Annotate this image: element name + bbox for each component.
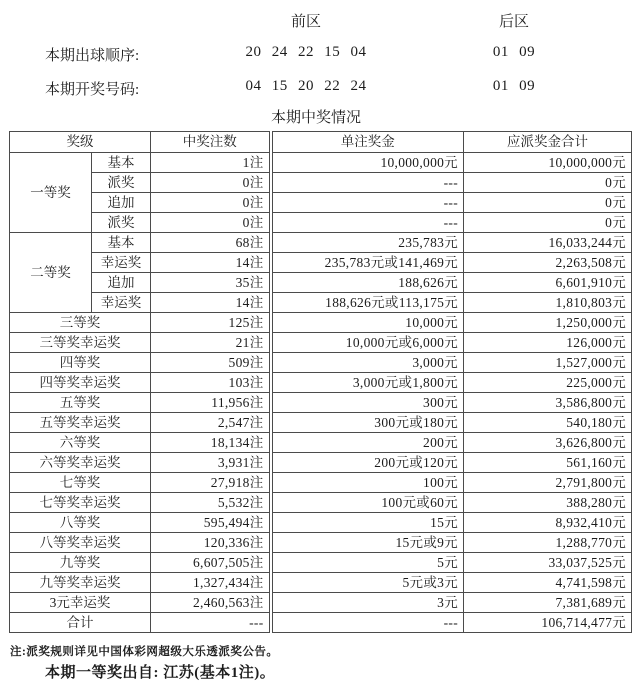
- bets-cell: 509注: [151, 353, 271, 373]
- total-prize-cell: 6,601,910元: [464, 273, 632, 293]
- single-prize-cell: 15元: [271, 513, 464, 533]
- bets-cell: 14注: [151, 253, 271, 273]
- bets-cell: 1,327,434注: [151, 573, 271, 593]
- front-zone-label: 前区: [290, 14, 321, 30]
- total-prize-cell: 1,288,770元: [464, 533, 632, 553]
- col-header-single-prize: 单注奖金: [271, 132, 464, 153]
- prize-group-cell: 一等奖: [10, 153, 92, 233]
- bets-cell: 18,134注: [151, 433, 271, 453]
- table-row: [10, 573, 632, 593]
- prize-subtype-cell: 追加: [92, 273, 151, 293]
- draw-order-front-numbers: 20 24 22 15 04: [245, 44, 367, 60]
- total-prize-cell: 0元: [464, 173, 632, 193]
- total-prize-cell: 2,263,508元: [464, 253, 632, 273]
- single-prize-cell: 5元或3元: [271, 573, 464, 593]
- col-header-total-prize: 应派奖金合计: [464, 132, 632, 153]
- total-prize-cell: 1,810,803元: [464, 293, 632, 313]
- single-prize-cell: 300元或180元: [271, 413, 464, 433]
- total-prize-cell: 3,626,800元: [464, 433, 632, 453]
- total-prize-cell: 0元: [464, 193, 632, 213]
- table-row: [10, 393, 632, 413]
- table-row: [10, 233, 632, 253]
- single-prize-cell: 15元或9元: [271, 533, 464, 553]
- prize-subtype-cell: 幸运奖: [92, 293, 151, 313]
- table-row: [10, 473, 632, 493]
- table-row: [10, 313, 632, 333]
- bets-cell: 35注: [151, 273, 271, 293]
- table-title: 本期中奖情况: [270, 110, 361, 126]
- prize-level-cell: 九等奖: [10, 553, 151, 573]
- single-prize-cell: 5元: [271, 553, 464, 573]
- prize-level-cell: 四等奖: [10, 353, 151, 373]
- total-prize-cell: 0元: [464, 213, 632, 233]
- prize-level-cell: 六等奖幸运奖: [10, 453, 151, 473]
- table-row: [10, 593, 632, 613]
- prize-level-cell: 八等奖: [10, 513, 151, 533]
- prize-subtype-cell: 基本: [92, 233, 151, 253]
- bets-cell: 14注: [151, 293, 271, 313]
- prize-level-cell: 五等奖幸运奖: [10, 413, 151, 433]
- total-prize-cell: 4,741,598元: [464, 573, 632, 593]
- single-prize-cell: 100元或60元: [271, 493, 464, 513]
- table-row: [10, 293, 632, 313]
- prize-level-cell: 八等奖幸运奖: [10, 533, 151, 553]
- bets-cell: 1注: [151, 153, 271, 173]
- total-prize-cell: 33,037,525元: [464, 553, 632, 573]
- single-prize-cell: 3,000元: [271, 353, 464, 373]
- single-prize-cell: ---: [271, 173, 464, 193]
- bets-cell: 0注: [151, 173, 271, 193]
- table-row: [10, 533, 632, 553]
- single-prize-cell: 235,783元: [271, 233, 464, 253]
- total-prize-cell: 1,250,000元: [464, 313, 632, 333]
- table-row: [10, 173, 632, 193]
- bets-cell: 125注: [151, 313, 271, 333]
- single-prize-cell: 200元或120元: [271, 453, 464, 473]
- table-total-row: [10, 613, 632, 633]
- single-prize-cell: 235,783元或141,469元: [271, 253, 464, 273]
- draw-order-back-numbers: 01 09: [492, 44, 536, 60]
- single-prize-cell: ---: [271, 193, 464, 213]
- prize-level-cell: 七等奖: [10, 473, 151, 493]
- total-prize-cell: 540,180元: [464, 413, 632, 433]
- prize-subtype-cell: 幸运奖: [92, 253, 151, 273]
- total-prize-cell: 8,932,410元: [464, 513, 632, 533]
- single-prize-cell: 10,000,000元: [271, 153, 464, 173]
- col-header-bets: 中奖注数: [151, 132, 271, 153]
- total-prize-cell: 561,160元: [464, 453, 632, 473]
- bets-cell: 2,460,563注: [151, 593, 271, 613]
- prize-table: [9, 131, 632, 633]
- prize-level-cell: 三等奖: [10, 313, 151, 333]
- bets-cell: 3,931注: [151, 453, 271, 473]
- bets-cell: 103注: [151, 373, 271, 393]
- bets-cell: 11,956注: [151, 393, 271, 413]
- total-prize-cell: 10,000,000元: [464, 153, 632, 173]
- table-header-row: [10, 132, 632, 153]
- bets-cell: 5,532注: [151, 493, 271, 513]
- table-row: [10, 513, 632, 533]
- total-prize-cell: 1,527,000元: [464, 353, 632, 373]
- payout-rules-note: 注:派奖规则详见中国体彩网超级大乐透派奖公告。: [10, 646, 279, 658]
- bets-cell: 120,336注: [151, 533, 271, 553]
- table-row: [10, 433, 632, 453]
- table-row: [10, 373, 632, 393]
- single-prize-cell: 300元: [271, 393, 464, 413]
- winning-numbers-label: 本期开奖号码:: [45, 82, 140, 98]
- total-prize-cell: 7,381,689元: [464, 593, 632, 613]
- prize-level-cell: 三等奖幸运奖: [10, 333, 151, 353]
- single-prize-cell: 100元: [271, 473, 464, 493]
- table-row: [10, 353, 632, 373]
- table-row: [10, 193, 632, 213]
- table-row: [10, 493, 632, 513]
- draw-order-label: 本期出球顺序:: [45, 48, 140, 64]
- total-prize-cell: 388,280元: [464, 493, 632, 513]
- total-label-cell: 合计: [10, 613, 151, 633]
- single-prize-cell: 188,626元: [271, 273, 464, 293]
- single-prize-cell: 200元: [271, 433, 464, 453]
- bets-cell: ---: [151, 613, 271, 633]
- total-prize-cell: 106,714,477元: [464, 613, 632, 633]
- bets-cell: 2,547注: [151, 413, 271, 433]
- single-prize-cell: 10,000元: [271, 313, 464, 333]
- single-prize-cell: 3,000元或1,800元: [271, 373, 464, 393]
- first-prize-source: 本期一等奖出自: 江苏(基本1注)。: [45, 665, 276, 681]
- back-zone-label: 后区: [498, 14, 529, 30]
- bets-cell: 27,918注: [151, 473, 271, 493]
- single-prize-cell: 188,626元或113,175元: [271, 293, 464, 313]
- total-prize-cell: 16,033,244元: [464, 233, 632, 253]
- bets-cell: 595,494注: [151, 513, 271, 533]
- table-row: [10, 273, 632, 293]
- single-prize-cell: 3元: [271, 593, 464, 613]
- prize-level-cell: 九等奖幸运奖: [10, 573, 151, 593]
- bets-cell: 21注: [151, 333, 271, 353]
- total-prize-cell: 126,000元: [464, 333, 632, 353]
- single-prize-cell: ---: [271, 213, 464, 233]
- bets-cell: 0注: [151, 213, 271, 233]
- table-row: [10, 253, 632, 273]
- prize-level-cell: 七等奖幸运奖: [10, 493, 151, 513]
- table-row: [10, 153, 632, 173]
- prize-level-cell: 五等奖: [10, 393, 151, 413]
- table-row: [10, 333, 632, 353]
- prize-subtype-cell: 派奖: [92, 173, 151, 193]
- prize-subtype-cell: 基本: [92, 153, 151, 173]
- table-row: [10, 213, 632, 233]
- prize-group-cell: 二等奖: [10, 233, 92, 313]
- table-row: [10, 453, 632, 473]
- total-prize-cell: 3,586,800元: [464, 393, 632, 413]
- col-header-prize-level: 奖级: [10, 132, 151, 153]
- table-row: [10, 413, 632, 433]
- prize-level-cell: 3元幸运奖: [10, 593, 151, 613]
- single-prize-cell: ---: [271, 613, 464, 633]
- prize-subtype-cell: 派奖: [92, 213, 151, 233]
- winning-numbers-back: 01 09: [492, 78, 536, 94]
- bets-cell: 6,607,505注: [151, 553, 271, 573]
- single-prize-cell: 10,000元或6,000元: [271, 333, 464, 353]
- prize-level-cell: 四等奖幸运奖: [10, 373, 151, 393]
- prize-level-cell: 六等奖: [10, 433, 151, 453]
- total-prize-cell: 2,791,800元: [464, 473, 632, 493]
- bets-cell: 68注: [151, 233, 271, 253]
- prize-subtype-cell: 追加: [92, 193, 151, 213]
- winning-numbers-front: 04 15 20 22 24: [245, 78, 367, 94]
- bets-cell: 0注: [151, 193, 271, 213]
- total-prize-cell: 225,000元: [464, 373, 632, 393]
- table-row: [10, 553, 632, 573]
